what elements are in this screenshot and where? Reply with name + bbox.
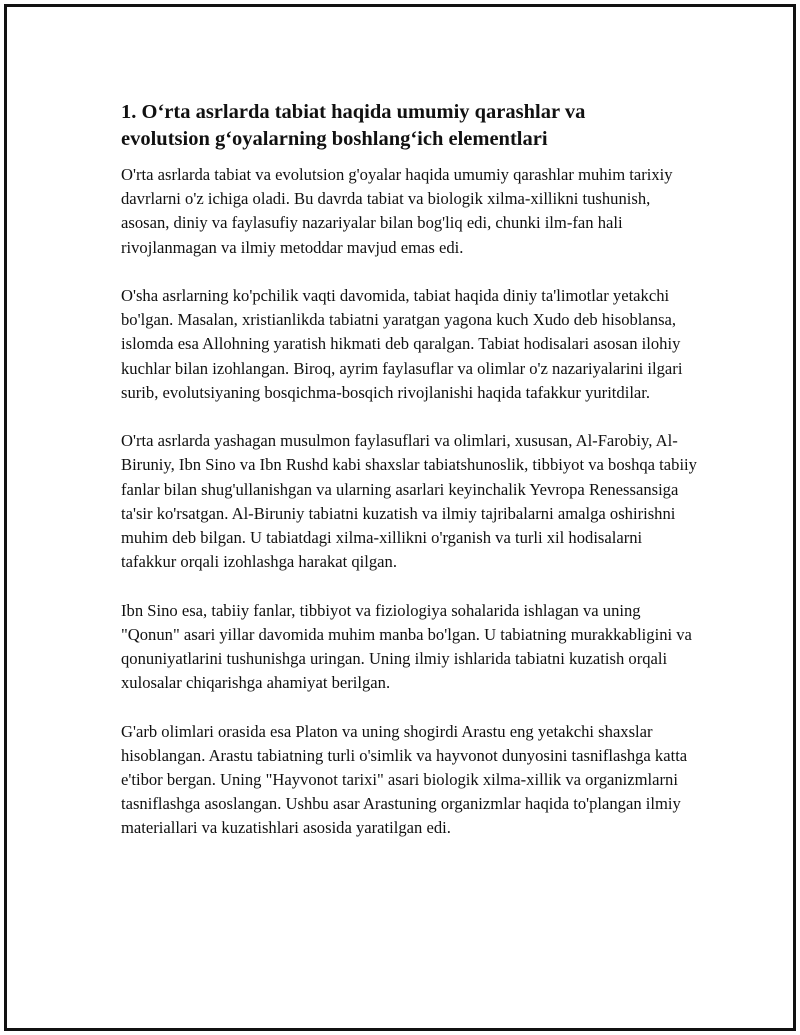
section-heading-line-1: 1. O‘rta asrlarda tabiat haqida umumiy qarashlar va xyxy=(121,101,586,123)
paragraph-3: O'rta asrlarda yashagan musulmon faylasuflari va olimlari, xususan, Al-Farobiy, Al-Biruniy, Ibn Sino va Ibn Rushd kabi shaxslar tabiatshunoslik, tibbiyot va boshqa tabiiy fanlar bilan shug'ullanishgan va ularning asarlari keyinchalik Yevropa Renessansiga ta'sir ko'rsatgan. Al-Biruniy tabiatni kuzatish va ilmiy tajribalarni amalga oshirishni muhim deb bilgan. U tabiatdagi xilma-xillikni o'rganish va turli xil hodisalarni tafakkur orqali izohlashga harakat qilgan. xyxy=(121,431,697,572)
page-frame xyxy=(4,4,796,1031)
paragraph-2: O'sha asrlarning ko'pchilik vaqti davomida, tabiat haqida diniy ta'limotlar yetakchi bo'lgan. Masalan, xristianlikda tabiatni yaratgan yagona kuch Xudo deb hisoblansa, islomda esa Allohning yaratish hikmati deb qaralgan. Tabiat hodisalari asosan ilohiy kuchlar bilan izohlangan. Biroq, ayrim faylasuflar va olimlar o'z nazariyalarini ilgari surib, evolutsiyaning bosqichma-bosqich rivojlanishi haqida tafakkur yuritdilar. xyxy=(121,286,683,402)
section-heading xyxy=(121,99,701,153)
paragraph-1: O'rta asrlarda tabiat va evolutsion g'oyalar haqida umumiy qarashlar muhim tarixiy davrlarni o'z ichiga oladi. Bu davrda tabiat va biologik xilma-xillikni tushunish, asosan, diniy va faylasufiy nazariyalar bilan bog'liq edi, chunki ilm-fan hali rivojlanmagan va ilmiy metoddar mavjud emas edi. xyxy=(121,165,673,257)
paragraph-5: G'arb olimlari orasida esa Platon va uning shogirdi Arastu eng yetakchi shaxslar hisoblangan. Arastu tabiatning turli o'simlik va hayvonot dunyosini tasniflashga katta e'tibor bergan. Uning "Hayvonot tarixi" asari biologik xilma-xillik va organizmlarni tasniflashga asoslangan. Ushbu asar Arastuning organizmlar haqida to'plangan ilmiy materiallari va kuzatishlari asosida yaratilgan edi. xyxy=(121,721,688,838)
paragraph-4: Ibn Sino esa, tabiiy fanlar, tibbiyot va fiziologiya sohalarida ishlagan va uning "Qonun" asari yillar davomida muhim manba bo'lgan. U tabiatning murakkabligini va qonuniyatlarini tushunishga uringan. Uning ilmiy ishlarida tabiatni kuzatish orqali xulosalar chiqarishga ahamiyat berilgan. xyxy=(121,600,692,693)
section-heading-line-2: evolutsion g‘oyalarning boshlang‘ich elementlari xyxy=(121,128,548,150)
document-body xyxy=(121,99,701,865)
